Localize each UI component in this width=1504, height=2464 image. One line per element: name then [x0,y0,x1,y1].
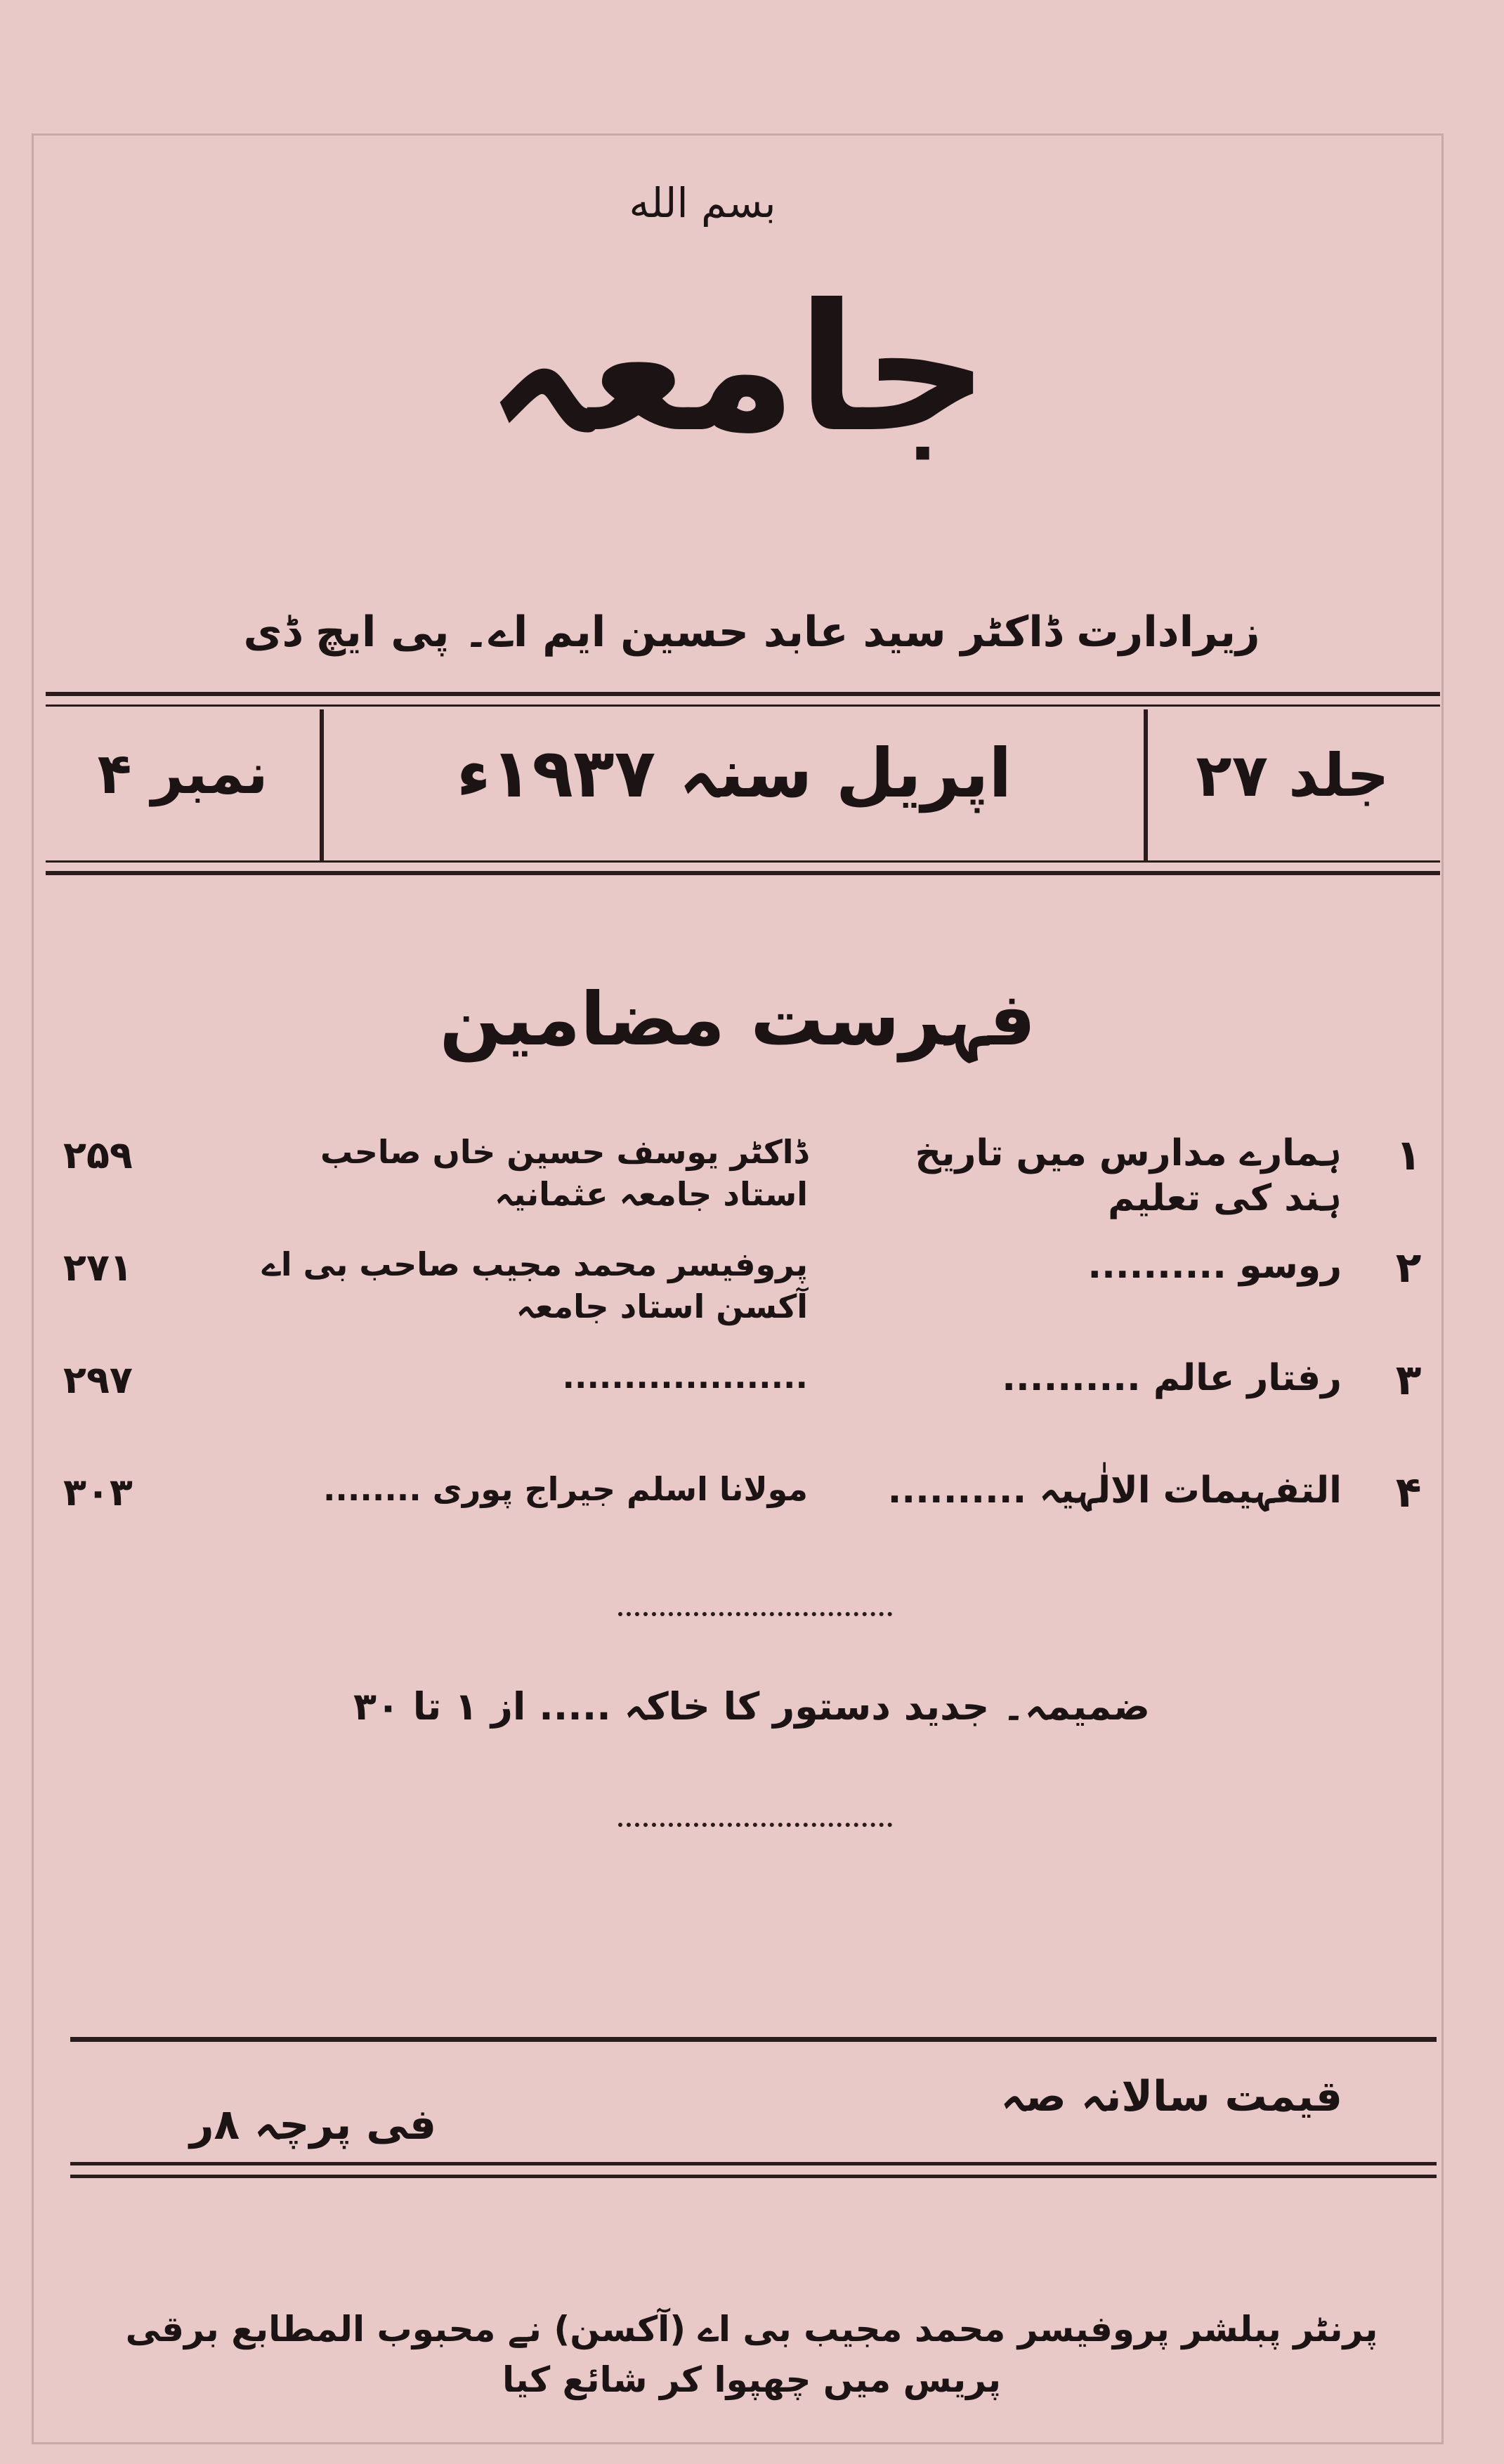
rule [70,2162,1437,2165]
toc-author: مولانا اسلم جیراج پوری ........ [322,1470,808,1508]
bismillah: بسم الله [629,179,776,227]
appendix: ضمیمہ۔ جدید دستور کا خاکہ ..... از ۱ تا ۳۰ [353,1684,1151,1729]
rule [46,871,1440,875]
editor-line: زیرادارت ڈاکٹر سید عابد حسین ایم اے۔ پی ایچ ڈی [243,608,1260,657]
toc-number: ۲ [1395,1243,1422,1292]
magazine-title: جامعہ [485,266,990,471]
toc-number: ۳ [1395,1356,1422,1405]
rule [46,705,1440,707]
toc-author: ڈاکٹر یوسف حسین خاں صاحب استاد جامعہ عثمانیہ [320,1133,808,1213]
ornamental-rule [618,1612,892,1616]
contents-heading: فہرست مضامین [439,976,1036,1062]
imprint: پرنٹر پبلشر پروفیسر محمد مجیب بی اے (آکسن) نے محبوب المطابع برقی پریس میں چھپوا کر شائع کیا [125,2309,1378,2400]
cell-divider [320,709,324,860]
toc-title: التفہیمات الالٰہیہ .......... [887,1469,1342,1512]
toc-page: ۳۰۳ [63,1470,133,1514]
ornamental-rule [618,1823,892,1827]
rule [46,860,1440,863]
volume: جلد ۲۷ [1196,741,1389,810]
annual-price: قیمت سالانہ صہ [1000,2072,1342,2121]
toc-number: ۱ [1395,1131,1422,1180]
toc-page: ۲۵۹ [63,1133,133,1177]
rule [46,692,1440,696]
rule [70,2037,1437,2042]
toc-title: روسو .......... [1087,1245,1342,1287]
toc-row [63,1243,1440,1349]
toc-author: پروفیسر محمد مجیب صاحب بی اے آکسن استاد جامعہ [261,1245,808,1325]
toc-row [63,1131,1440,1236]
rule [70,2175,1437,2178]
toc-author: .................... [562,1358,808,1396]
toc-page: ۲۹۷ [63,1358,133,1402]
toc-title: ہمارے مدارس میں تاریخ ہند کی تعلیم [915,1132,1342,1219]
issue-date: اپریل سنہ ۱۹۳۷ء [456,734,1012,813]
toc-title: رفتار عالم .......... [1002,1357,1342,1399]
toc-page: ۲۷۱ [63,1245,133,1290]
issue-number: نمبر ۴ [97,741,268,806]
toc-number: ۴ [1395,1468,1422,1517]
toc-row [63,1356,1440,1461]
toc-row [63,1468,1440,1573]
per-issue-price: فی پرچہ ۸ر [190,2100,437,2149]
cell-divider [1144,709,1148,860]
